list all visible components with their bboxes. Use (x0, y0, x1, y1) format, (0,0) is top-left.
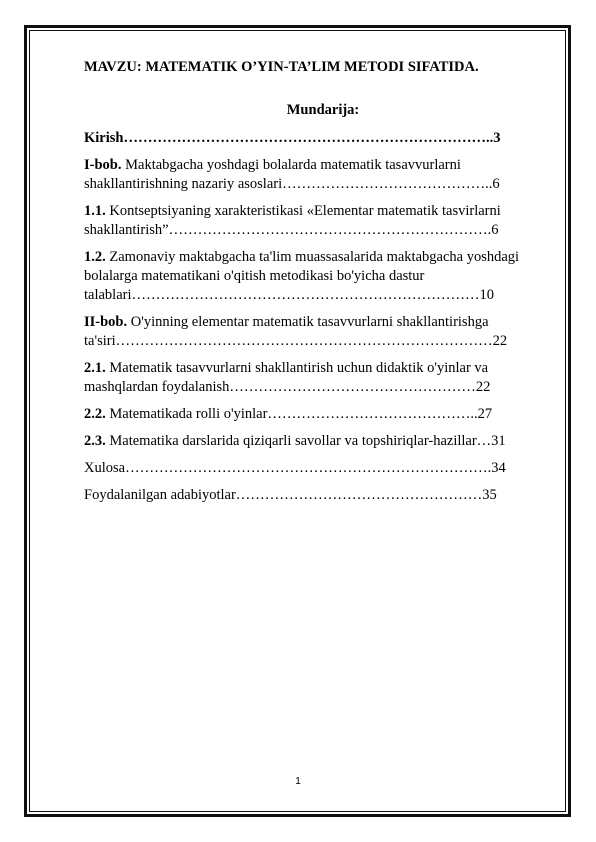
toc-item-text: Matematika darslarida qiziqarli savollar va topshiriqlar-hazillar…31 (105, 433, 506, 449)
toc-item-text: Zamonaviy maktabgacha ta'lim muassasalarida maktabgacha yoshdagi bolalarga matematikani o'qitish metodikasi bo'yicha dastur talablari………………………………………………………………10 (84, 249, 520, 303)
toc-item-text: Kontseptsiyaning xarakteristikasi «Elementar matematik tasvirlarni shakllantirish”………………………………………………………….6 (84, 203, 501, 238)
toc-item-number: 2.2. (84, 406, 106, 422)
toc-item-chapter-1[interactable] (84, 156, 556, 194)
toc-item-1-2[interactable] (84, 248, 556, 305)
toc-item-text: Foydalanilgan adabiyotlar……………………………………………35 (84, 487, 497, 503)
toc-heading: Mundarija: (286, 102, 360, 118)
toc-item-1-1[interactable] (84, 202, 556, 240)
toc-item-text: O'yinning elementar matematik tasavvurlarni shakllantirishga ta'siri……………………………………………………………………22 (84, 314, 508, 349)
toc-item-text: Maktabgacha yoshdagi bolalarda matematik tasavvurlarni shakllantirishning nazariy asoslari……………………………………..6 (84, 157, 500, 192)
toc-item-2-1[interactable] (84, 359, 556, 397)
toc-item-xulosa[interactable] (84, 459, 556, 478)
toc-item-text: Kirish…………………………………………………………………..3 (84, 130, 501, 146)
toc-item-2-2[interactable] (84, 405, 556, 424)
toc-item-2-3[interactable] (84, 432, 556, 451)
toc-item-text: Xulosa………………………………………………………………….34 (84, 460, 506, 476)
toc-item-chapter-2[interactable] (84, 313, 556, 351)
toc-item-references[interactable] (84, 486, 556, 505)
document-content (84, 58, 556, 513)
toc-item-number: 1.2. (84, 249, 106, 265)
toc-item-number: 1.1. (84, 203, 106, 219)
toc-item-number: 2.3. (84, 433, 106, 449)
toc-item-number: II-bob. (84, 314, 128, 330)
document-title: MAVZU: MATEMATIK O’YIN-TA’LIM METODI SIFATIDA. (84, 59, 479, 75)
toc-item-number: I-bob. (84, 157, 122, 173)
toc-item-text: Matematikada rolli o'yinlar……………………………………..27 (105, 406, 493, 422)
toc-item-number: 2.1. (84, 360, 106, 376)
page-number: 1 (295, 776, 301, 787)
toc-item-text: Matematik tasavvurlarni shakllantirish uchun didaktik o'yinlar va mashqlardan foydalanish……………………………………………22 (84, 360, 491, 395)
toc-item-kirish[interactable] (84, 129, 556, 148)
